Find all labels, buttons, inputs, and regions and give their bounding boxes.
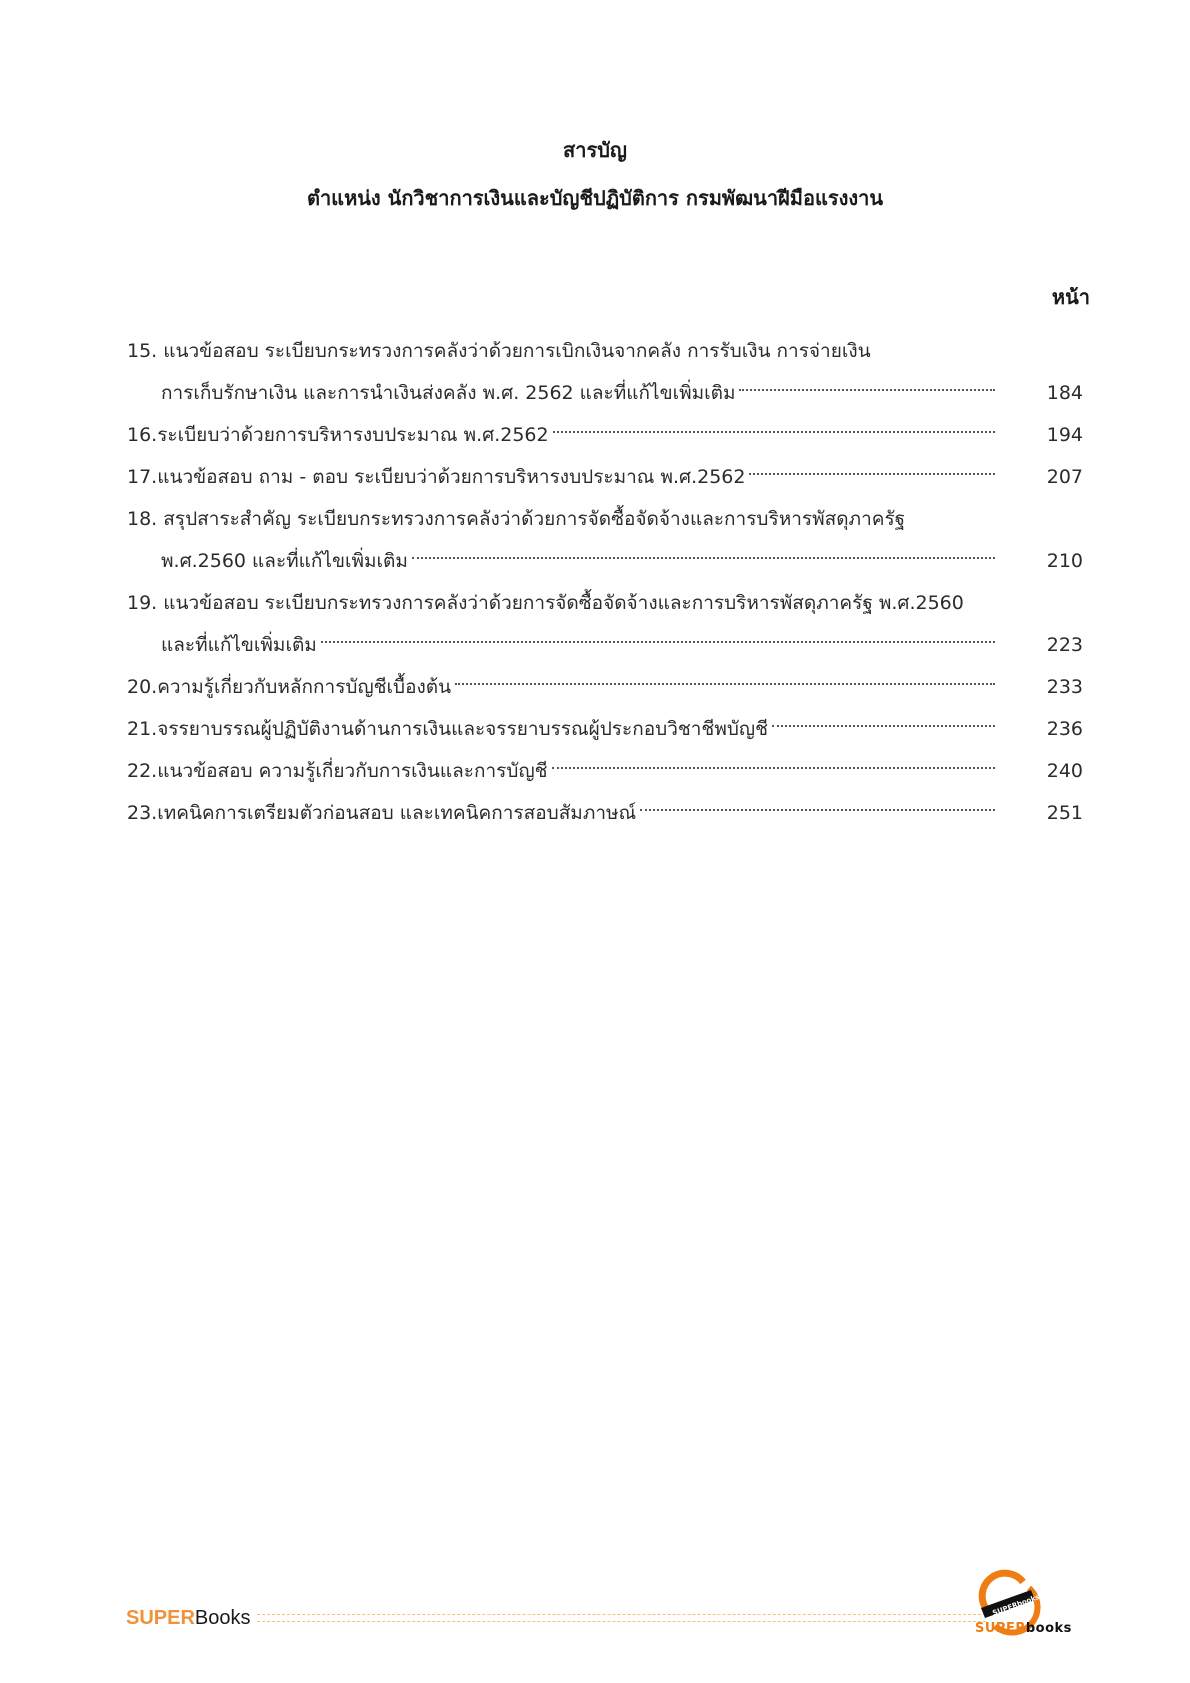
- dot-leader: [772, 725, 995, 727]
- dot-leader: [739, 389, 995, 391]
- dot-leader: [640, 809, 995, 811]
- page-footer: [126, 1603, 986, 1633]
- toc-entry-title: แนวข้อสอบ ระเบียบกระทรวงการคลังว่าด้วยการเบิกเงินจากคลัง การรับเงิน การจ่ายเงิน: [163, 340, 871, 362]
- toc-entry[interactable]: [127, 456, 1087, 498]
- toc-page-number[interactable]: 207: [1046, 466, 1083, 488]
- table-of-contents: [127, 330, 1087, 834]
- dot-leader: [455, 683, 995, 685]
- footer-dashed-rule: [257, 1614, 987, 1622]
- dot-leader: [749, 473, 995, 475]
- toc-entry-title: ความรู้เกี่ยวกับหลักการบัญชีเบื้องต้น: [157, 666, 453, 708]
- logo-wordmark: [975, 1621, 1072, 1636]
- toc-entry-number: 15.: [127, 340, 158, 362]
- toc-entry-number: 21.: [127, 718, 158, 740]
- toc-entry[interactable]: [127, 708, 1087, 750]
- toc-entry-number: 19.: [127, 592, 158, 614]
- toc-entry-number: 23.: [127, 802, 158, 824]
- toc-entry-title: แนวข้อสอบ ระเบียบกระทรวงการคลังว่าด้วยการจัดซื้อจัดจ้างและการบริหารพัสดุภาครัฐ พ.ศ.2560: [163, 592, 964, 614]
- toc-entry-title: เทคนิคการเตรียมตัวก่อนสอบ และเทคนิคการสอบสัมภาษณ์: [157, 792, 638, 834]
- toc-page-number[interactable]: 223: [1046, 634, 1083, 656]
- logo-super-text: SUPER: [975, 1621, 1026, 1636]
- toc-page-number[interactable]: 240: [1046, 760, 1083, 782]
- svg-text:SUPERbooks: SUPERbooks: [991, 1592, 1041, 1618]
- toc-entry[interactable]: [127, 414, 1087, 456]
- toc-entry[interactable]: [127, 330, 1087, 414]
- toc-page-number[interactable]: 236: [1046, 718, 1083, 740]
- footer-brand: [126, 1607, 251, 1630]
- toc-entry-number: 20.: [127, 676, 158, 698]
- toc-subtitle: ตำแหน่ง นักวิชาการเงินและบัญชีปฏิบัติการ กรมพัฒนาฝีมือแรงงาน: [306, 186, 884, 210]
- toc-entry[interactable]: [127, 498, 1087, 582]
- page-column-label: หน้า: [1051, 285, 1090, 309]
- toc-entry-title: แนวข้อสอบ ถาม - ตอบ ระเบียบว่าด้วยการบริหารงบประมาณ พ.ศ.2562: [157, 456, 747, 498]
- toc-entry-title: และที่แก้ไขเพิ่มเติม: [161, 624, 319, 666]
- toc-entry-title: จรรยาบรรณผู้ปฏิบัติงานด้านการเงินและจรรยาบรรณผู้ประกอบวิชาชีพบัญชี: [157, 708, 770, 750]
- toc-entry-title: ระเบียบว่าด้วยการบริหารงบประมาณ พ.ศ.2562: [157, 414, 550, 456]
- toc-page-number[interactable]: 210: [1046, 550, 1083, 572]
- toc-entry[interactable]: [127, 582, 1087, 666]
- toc-entry-number: 17.: [127, 466, 158, 488]
- dot-leader: [552, 767, 995, 769]
- brand-super-text: SUPER: [126, 1606, 195, 1629]
- brand-books-text: Books: [194, 1606, 251, 1629]
- toc-entry[interactable]: [127, 792, 1087, 834]
- toc-entry-title: แนวข้อสอบ ความรู้เกี่ยวกับการเงินและการบัญชี: [157, 750, 549, 792]
- dot-leader: [412, 557, 995, 559]
- toc-entry-title: พ.ศ.2560 และที่แก้ไขเพิ่มเติม: [161, 540, 410, 582]
- toc-entry-number: 18.: [127, 508, 158, 530]
- toc-entry-title: สรุปสาระสำคัญ ระเบียบกระทรวงการคลังว่าด้วยการจัดซื้อจัดจ้างและการบริหารพัสดุภาครัฐ: [163, 508, 906, 530]
- toc-entry-number: 22.: [127, 760, 158, 782]
- logo-books-text: books: [1025, 1621, 1072, 1636]
- dot-leader: [553, 431, 995, 433]
- toc-entry-title: การเก็บรักษาเงิน และการนำเงินส่งคลัง พ.ศ. 2562 และที่แก้ไขเพิ่มเติม: [161, 372, 737, 414]
- toc-page-number[interactable]: 251: [1046, 802, 1083, 824]
- toc-page-number[interactable]: 184: [1046, 382, 1083, 404]
- toc-title: สารบัญ: [563, 138, 627, 162]
- toc-entry-number: 16.: [127, 424, 158, 446]
- toc-page-number[interactable]: 233: [1046, 676, 1083, 698]
- dot-leader: [321, 641, 995, 643]
- toc-entry[interactable]: [127, 750, 1087, 792]
- toc-entry[interactable]: [127, 666, 1087, 708]
- toc-page-number[interactable]: 194: [1046, 424, 1083, 446]
